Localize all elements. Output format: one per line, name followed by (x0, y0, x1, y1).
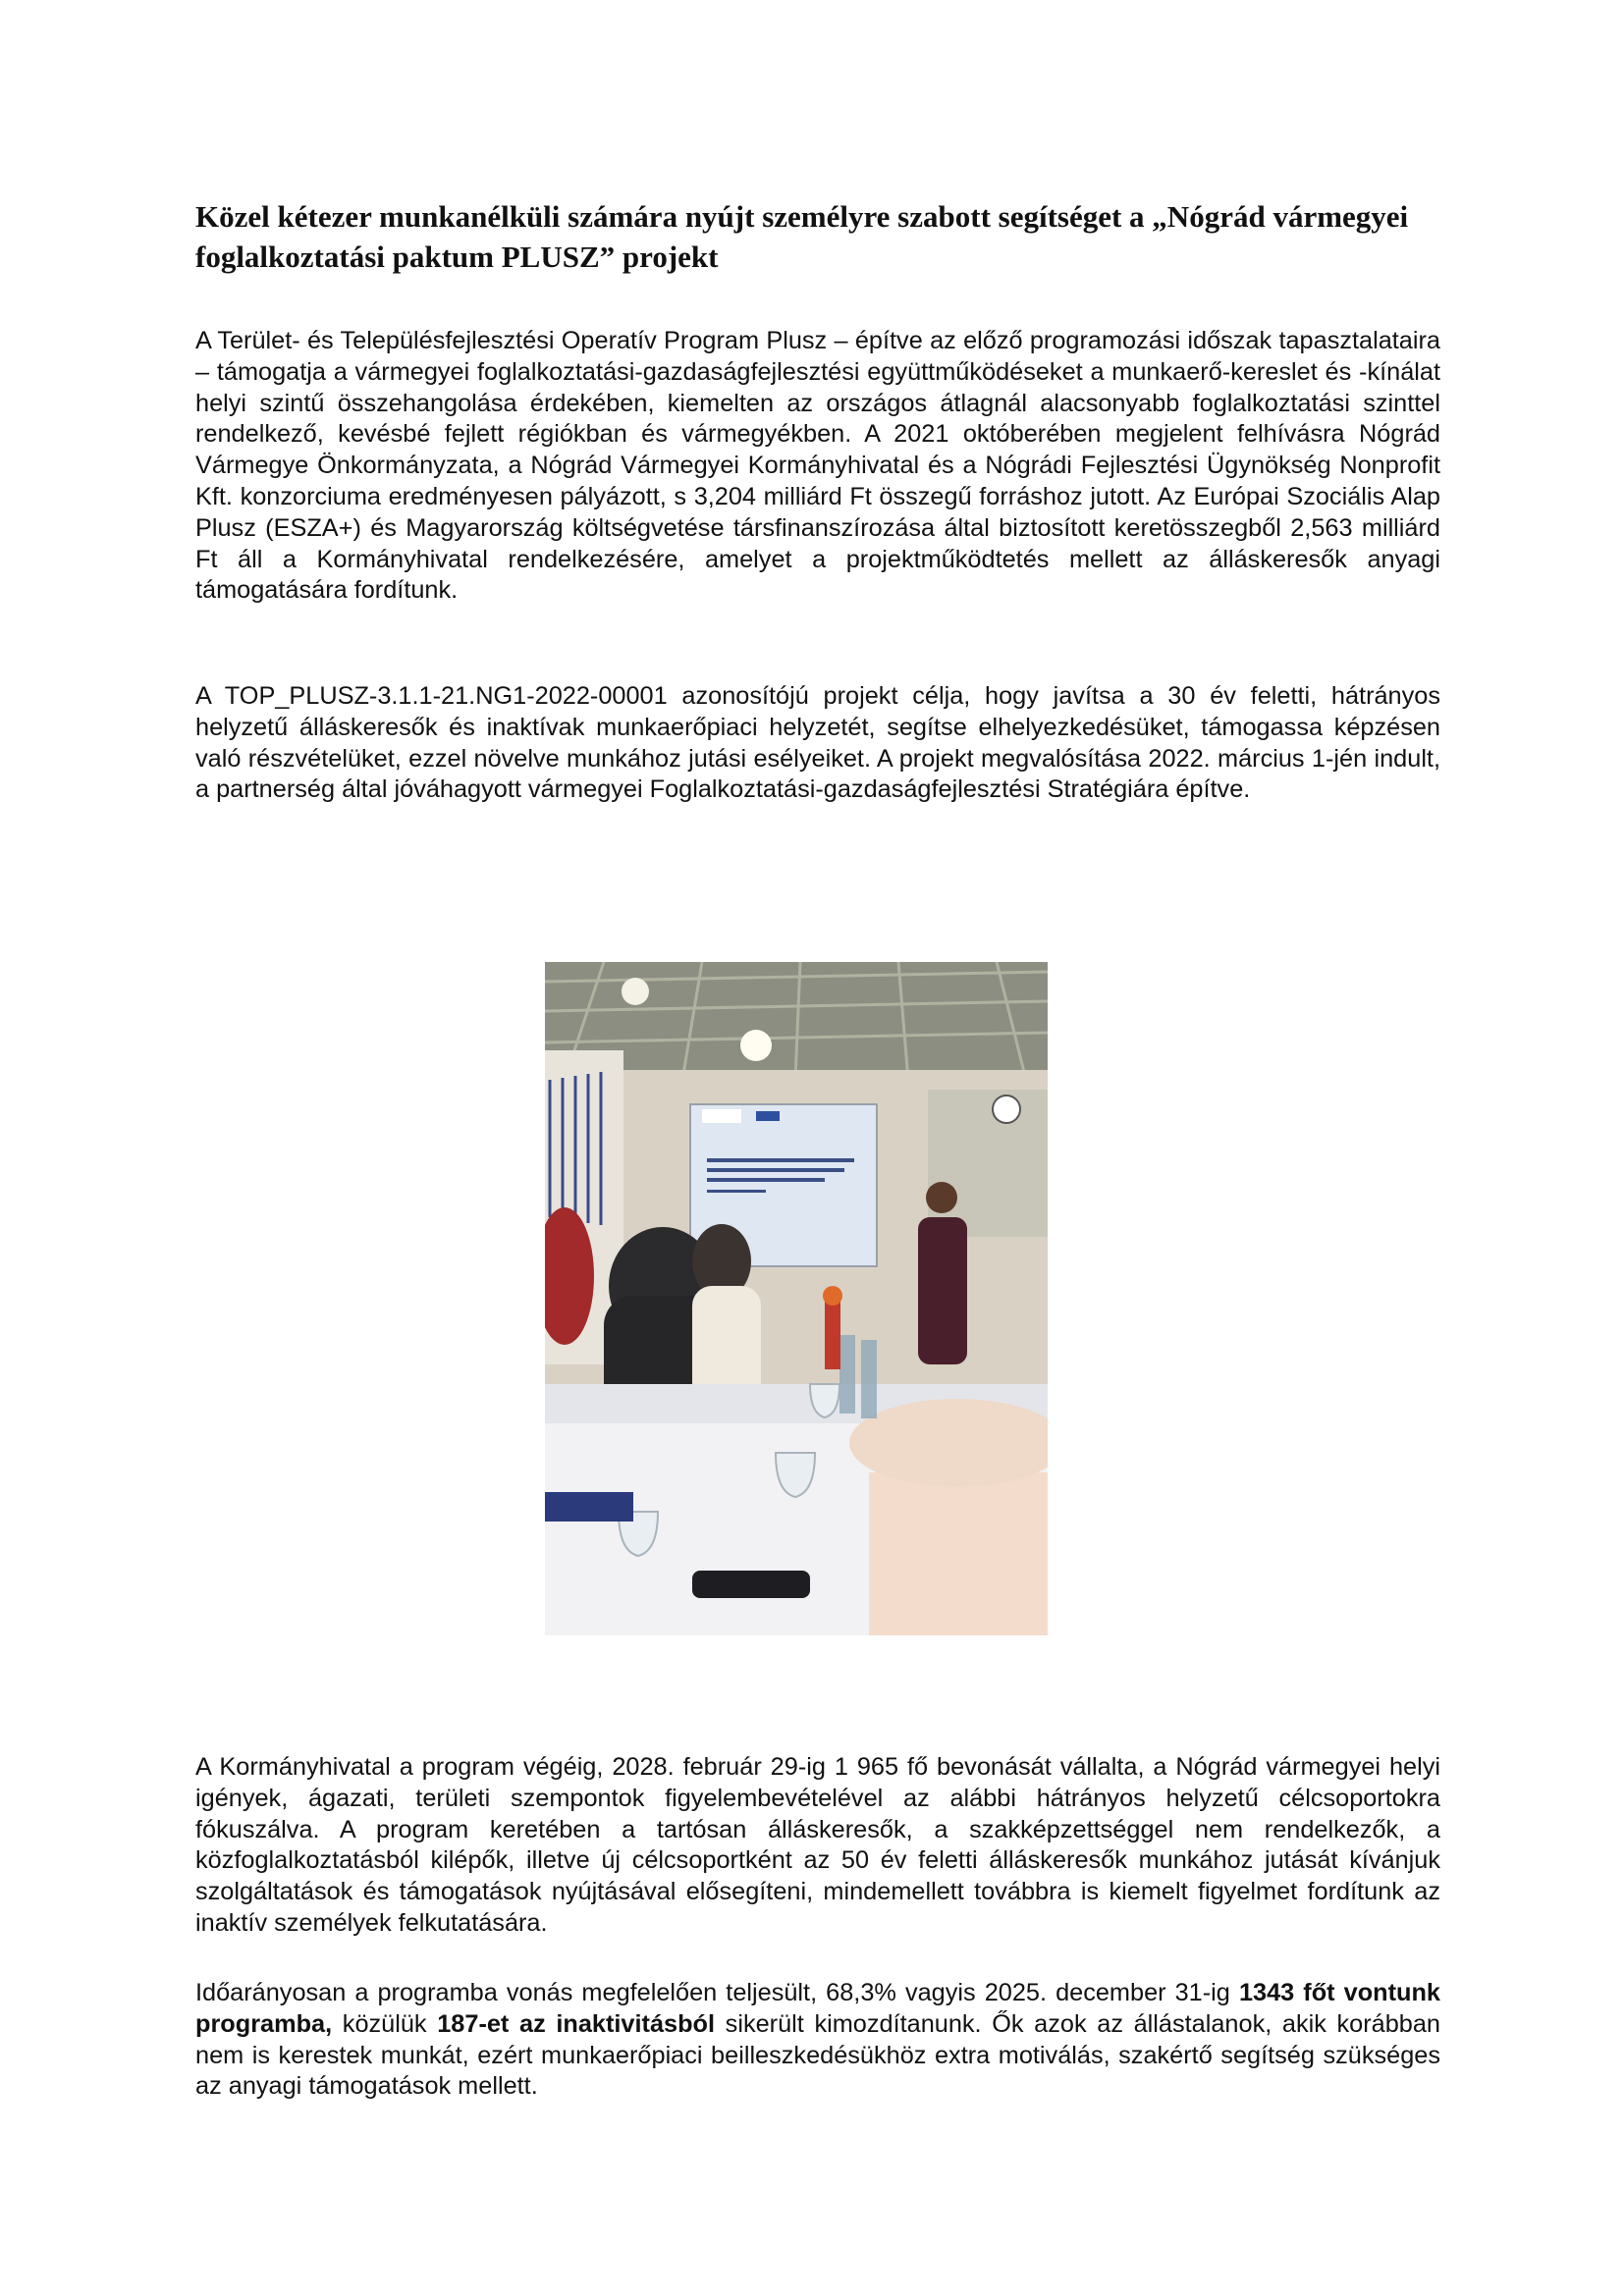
progress-bold-inactive: 187-et az inaktivitásból (437, 2009, 716, 2038)
event-photo (545, 962, 1048, 1635)
progress-text-3: sikerült kimozdítanunk. Ők azok az állástalanok, akik korábban nem is kerestek munkát, ezért munkaerőpiaci beilleszkedésükhöz extra motiválás, szakértő segítség szükséges az anyagi támogatások mellett. (195, 2009, 1440, 2101)
paragraph-target-groups: A Kormányhivatal a program végéig, 2028. február 29-ig 1 965 fő bevonását vállalta, a Nógrád vármegyei helyi igények, ágazati, területi szempontok figyelembevételével az alábbi hátrányos helyzetű célcsoportokra fókuszálva. A program keretében a tartósan álláskeresők, a szakképzettséggel nem rendelkezők, a közfoglalkoztatásból kilépők, illetve új célcsoportként az 50 év feletti álláskeresők munkához jutását kívánjuk szolgáltatások és támogatások nyújtásával elősegíteni, mindemellett továbbra is kiemelt figyelmet fordítunk az inaktív személyek felkutatására. (195, 1753, 1440, 1937)
article-title: Közel kétezer munkanélküli számára nyújt személyre szabott segítséget a „Nógrád vármegyei foglalkoztatási paktum PLUSZ” projekt (195, 199, 1409, 274)
paragraph-progress (195, 1978, 1440, 2103)
progress-text-1: Időarányosan a programba vonás megfelelően teljesült, 68,3% vagyis 2025. december 31-ig (195, 1979, 1239, 2006)
progress-text-2: közülük (332, 2009, 438, 2038)
event-photo-illustration (545, 962, 1048, 1635)
progress-bold-participants: 1343 főt vontunk programba, (195, 1979, 1440, 2038)
paragraph-intro: A Terület- és Településfejlesztési Operatív Program Plusz – építve az előző programozási időszak tapasztalataira – támogatja a vármegyei foglalkoztatási-gazdaságfejlesztési együttműködéseket a munkaerő-kereslet és -kínálat helyi szintű összehangolása érdekében, kiemelten az országos átlagnál alacsonyabb foglalkoztatási szinttel rendelkező, kevésbé fejlett régiókban és vármegyékben. A 2021 októberében megjelent felhívásra Nógrád Vármegye Önkormányzata, a Nógrád Vármegyei Kormányhivatal és a Nógrádi Fejlesztési Ügynökség Nonprofit Kft. konzorciuma eredményesen pályázott, s 3,204 milliárd Ft összegű forráshoz jutott. Az Európai Szociális Alap Plusz (ESZA+) és Magyarország költségvetése társfinanszírozása által biztosított keretösszegből 2,563 milliárd Ft áll a Kormányhivatal rendelkezésére, amelyet a projektműködtetés mellett az álláskeresők anyagi támogatására fordítunk. (195, 327, 1440, 605)
paragraph-project-goal: A TOP_PLUSZ-3.1.1-21.NG1-2022-00001 azonosítójú projekt célja, hogy javítsa a 30 év feletti, hátrányos helyzetű álláskeresők és inaktívak munkaerőpiaci helyzetét, segítse elhelyezkedésüket, támogassa képzésen való részvételüket, ezzel növelve munkához jutási esélyeiket. A projekt megvalósítása 2022. március 1-jén indult, a partnerség által jóváhagyott vármegyei Foglalkoztatási-gazdaságfejlesztési Stratégiára építve. (195, 682, 1440, 804)
